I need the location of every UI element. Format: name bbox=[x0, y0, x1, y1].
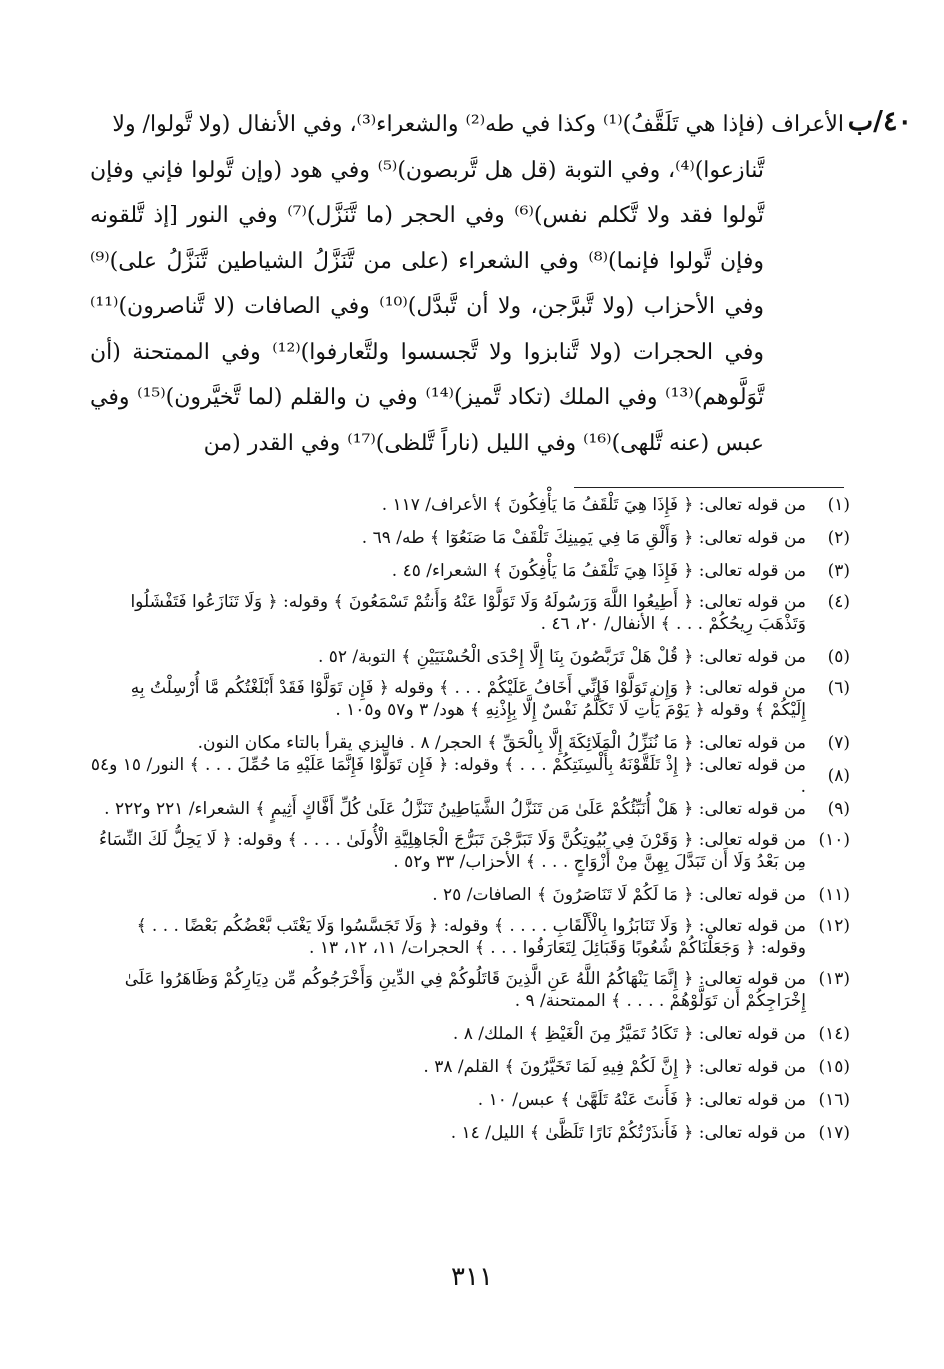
footnotes bbox=[90, 488, 850, 1149]
footnote bbox=[90, 911, 850, 964]
text-line: ولتَّعارفوا)⁽¹²⁾ وفي الممتحنة (أن تَّوَلَّوهم)⁽¹³⁾ وفي الملك (تكاد تَّميز)⁽¹⁴⁾ وفي ن والقلم bbox=[90, 339, 765, 410]
footnote-text: من قوله تعالى: ﴿ وَقَرْنَ فِي بُيُوتِكُنَّ وَلَا تَبَرَّجْنَ تَبَرُّجَ الْجَاهِلِيَّةِ الْأُولَىٰ . . . . ﴾ وقوله: ﴿ لَا يَحِلُّ لَكَ النِّسَاءُ مِن بَعْدُ وَلَا أَن تَبَدَّلَ بِهِنَّ مِنْ أَزْوَاجٍ . . . ﴾ الأحزاب/ ٣٣ و٥٢ . bbox=[99, 830, 806, 872]
footnote bbox=[90, 521, 850, 554]
footnote bbox=[90, 1050, 850, 1083]
main-text bbox=[90, 102, 844, 466]
footnote-text: من قوله تعالى: ﴿ فَإِذَا هِيَ تَلْقَفُ مَا يَأْفِكُونَ ﴾ الأعراف/ ١١٧ . bbox=[381, 494, 806, 515]
footnote bbox=[90, 754, 850, 797]
footnote-text: من قوله تعالى: ﴿ وَلَا تَنَابَزُوا بِالْأَلْقَابِ . . . . ﴾ وقوله: ﴿ وَلَا تَجَسَّسُوا وَلَا يَغْتَب بَّعْضُكُم بَعْضًا . . . ﴾ وقوله: ﴿ وَجَعَلْنَاكُمْ شُعُوبًا وَقَبَائِلَ لِتَعَارَفُوا . . . ﴾ الحجرات/ ١١، ١٢، ١٣ . bbox=[136, 916, 806, 958]
footnote-text: من قوله تعالى: ﴿ تَكَادُ تَمَيَّزُ مِنَ الْغَيْظِ ﴾ الملك/ ٨ . bbox=[452, 1023, 806, 1044]
footnote-number: (٤) bbox=[827, 592, 850, 612]
folio-marker: ٤٠/ب bbox=[847, 106, 912, 137]
footnote-number: (١٦) bbox=[818, 1089, 850, 1110]
text-line: وفي الشعراء (على من تَّنَزَّلُ الشياطين تَّنَزَّلُ على)⁽⁹⁾ وفي الأحزاب (ولا تَّبرَّجن، ولا أن bbox=[90, 248, 765, 319]
footnote-text: من قوله تعالى: ﴿ وَإِن تَوَلَّوْا فَإِنِّي أَخَافُ عَلَيْكُمْ . . . ﴾ وقوله ﴿ فَإِن تَوَلَّوْا فَقَدْ أَبْلَغْتُكُم مَّا أُرْسِلْتُ بِهِ إِلَيْكُمْ ﴾ وقوله ﴿ يَوْمَ يَأْتِ لَا تَكَلَّمُ نَفْسٌ إِلَّا بِإِذْنِهِ ﴾ هود/ ٣ و٥٧ و١٠٥ . bbox=[130, 678, 806, 720]
footnote bbox=[90, 587, 850, 640]
footnote-number: (١٧) bbox=[818, 1122, 850, 1143]
footnote-number: (١٤) bbox=[818, 1023, 850, 1044]
footnote-text: من قوله تعالى: ﴿ فَأَنذَرْتُكُمْ نَارًا تَلَظَّىٰ ﴾ الليل/ ١٤ . bbox=[450, 1122, 806, 1143]
footnote-number: (١٠) bbox=[818, 830, 850, 850]
footnote bbox=[90, 878, 850, 911]
footnote bbox=[90, 488, 850, 521]
footnote-text: من قوله تعالى: ﴿ أَطِيعُوا اللَّهَ وَرَسُولَهُ وَلَا تَوَلَّوْا عَنْهُ وَأَنتُمْ تَسْمَعُونَ ﴾ وقوله: ﴿ وَلَا تَنَازَعُوا فَتَفْشَلُوا وَتَذْهَبَ رِيحُكُمْ . . . ﴾ الأنفال/ ٢٠، ٤٦ . bbox=[130, 592, 806, 634]
page-number: ٣١١ bbox=[451, 1262, 493, 1292]
footnote bbox=[90, 792, 850, 825]
footnote-text: من قوله تعالى: ﴿ هَلْ أُنَبِّئُكُمْ عَلَىٰ مَن تَنَزَّلُ الشَّيَاطِينُ تَنَزَّلُ عَلَىٰ كُلِّ أَفَّاكٍ أَثِيمٍ ﴾ الشعراء/ ٢٢١ و٢٢٢ . bbox=[104, 798, 806, 819]
footnote-number: (١٢) bbox=[818, 916, 850, 936]
footnote-text: من قوله تعالى: ﴿ إِنَّ لَكُمْ فِيهِ لَمَا تَخَيَّرُونَ ﴾ القلم/ ٣٨ . bbox=[423, 1056, 806, 1077]
footnote bbox=[90, 825, 850, 878]
text-line: ولا تَّكلم نفس)⁽⁶⁾ وفي الحجر (ما تَّنَزَّل)⁽⁷⁾ وفي النور [إذ تَّلقونه وفإن تَّولوا فإنما)⁽⁸⁾ bbox=[90, 203, 764, 274]
footnote bbox=[90, 964, 850, 1017]
text-line: (لما تَّخيَّرون)⁽¹⁵⁾ وفي عبس (عنه تَّلهى)⁽¹⁶⁾ وفي الليل (ناراً تَّلظى)⁽¹⁷⁾ وفي القدر (من bbox=[90, 385, 764, 456]
footnote-number: (١٣) bbox=[818, 969, 850, 989]
footnote bbox=[90, 554, 850, 587]
footnote bbox=[90, 1083, 850, 1116]
footnote-number: (٨) bbox=[827, 765, 850, 786]
footnote-number: (١) bbox=[827, 494, 850, 515]
footnote-text: من قوله تعالى: ﴿ وَأَلْقِ مَا فِي يَمِينِكَ تَلْقَفْ مَا صَنَعُوٓا ﴾ طه/ ٦٩ . bbox=[361, 527, 806, 548]
footnote-number: (٧) bbox=[827, 732, 850, 753]
text-line: تَّبدَّل)⁽¹⁰⁾ وفي الصافات (لا تَّناصرون)⁽¹¹⁾ وفي الحجرات (ولا تَّنابزوا ولا تَّجسسوا bbox=[90, 294, 764, 365]
text-line: الأعراف (فإذا هي تَلَقَّفُ)⁽¹⁾ وكذا في طه⁽²⁾ والشعراء⁽³⁾، وفي الأنفال (ولا تَّولوا/ ولا bbox=[112, 112, 844, 137]
footnote-text: من قوله تعالى: ﴿ فَإِذَا هِيَ تَلْقَفُ مَا يَأْفِكُونَ ﴾ الشعراء/ ٤٥ . bbox=[391, 560, 806, 581]
footnote-number: (٦) bbox=[827, 678, 850, 698]
footnote-number: (٩) bbox=[827, 798, 850, 819]
text-line: تَّنازعوا)⁽⁴⁾، وفي التوبة (قل هل تَّربصون)⁽⁵⁾ وفي هود (وإن تَّولوا فإني وفإن تَّولوا فقد bbox=[90, 157, 765, 228]
footnote-text: من قوله تعالى: ﴿ إِنَّمَا يَنْهَاكُمُ اللَّهُ عَنِ الَّذِينَ قَاتَلُوكُمْ فِي الدِّينِ وَأَخْرَجُوكُم مِّن دِيَارِكُمْ وَظَاهَرُوا عَلَىٰ إِخْرَاجِكُمْ أَن تَوَلَّوْهُمْ . . . . ﴾ الممتحنة/ ٩ . bbox=[124, 969, 806, 1011]
footnote-number: (٣) bbox=[827, 560, 850, 581]
footnote-number: (٢) bbox=[827, 527, 850, 548]
footnote-text: من قوله تعالى: ﴿ قُلْ هَلْ تَرَبَّصُونَ بِنَا إِلَّا إِحْدَى الْحُسْنَيَيْنِ ﴾ التوبة/ ٥٢ . bbox=[317, 646, 806, 667]
footnote bbox=[90, 1116, 850, 1149]
footnote-number: (١٥) bbox=[818, 1056, 850, 1077]
footnote bbox=[90, 673, 850, 726]
footnote bbox=[90, 640, 850, 673]
footnote bbox=[90, 1017, 850, 1050]
footnote-text: من قوله تعالى: ﴿ إِذْ تَلَقَّوْنَهُ بِأَلْسِنَتِكُمْ . . . ﴾ وقوله: ﴿ فَإِن تَوَلَّوْا فَإِنَّمَا عَلَيْهِ مَا حُمِّلَ . . . ﴾ النور/ ١٥ و٥٤ . bbox=[90, 754, 806, 797]
footnote-text: من قوله تعالى: ﴿ فَأَنتَ عَنْهُ تَلَهَّىٰ ﴾ عبس/ ١٠ . bbox=[477, 1089, 806, 1110]
footnote-number: (١١) bbox=[818, 884, 850, 905]
footnote-text: من قوله تعالى: ﴿ مَا لَكُمْ لَا تَنَاصَرُونَ ﴾ الصافات/ ٢٥ . bbox=[432, 884, 806, 905]
footnote-number: (٥) bbox=[827, 646, 850, 667]
footnote-text: من قوله تعالى: ﴿ مَا نُنَزِّلُ الْمَلَائِكَةَ إِلَّا بِالْحَقِّ ﴾ الحجر/ ٨ . فالبزي يقرأ بالتاء مكان النون. bbox=[197, 732, 806, 753]
